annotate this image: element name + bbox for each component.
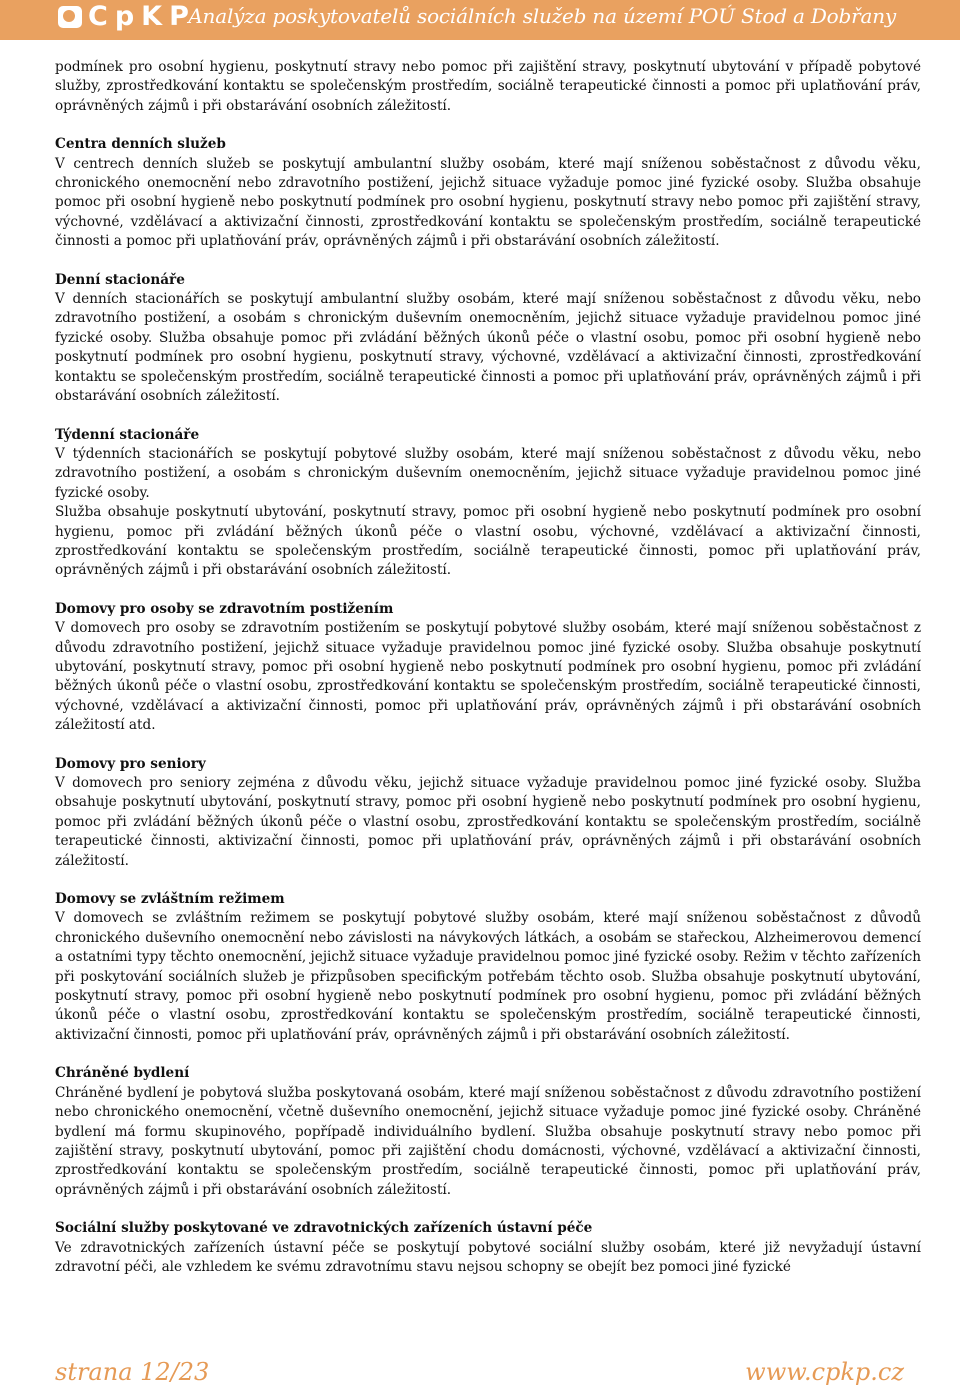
section-paragraph: V denních stacionářích se poskytují ambulantní služby osobám, které mají sníženou soběstačnost z důvodu věku, nebo zdravotního postižení, a osobám s chronickým duševním onemocněním, jejichž situace vyžaduje pravidelnou pomoc jiné fyzické osoby. Služba obsahuje pomoc při zvládání běžných úkonů péče o vlastní osobu, pomoc při osobní hygieně nebo poskytnutí podmínek pro osobní hygienu, poskytnutí stravy, výchovné, vzdělávací a aktivizační činnosti, zprostředkování kontaktu se společenským prostředím, sociálně terapeutické činnosti a pomoc při uplatňování práv, oprávněných zájmů i při obstarávání osobních záležitostí. bbox=[55, 291, 921, 405]
section-heading: Týdenní stacionáře bbox=[55, 426, 200, 443]
section-paragraph: Ve zdravotnických zařízeních ústavní péče se poskytují pobytové sociální služby osobám, které již nevyžadují ústavní zdravotní péči, ale vzhledem ke svému zdravotnímu stavu nejsou schopny se obejít bez pomoci jiné fyzické bbox=[55, 1239, 921, 1275]
page-header bbox=[0, 0, 960, 40]
website-link[interactable]: www.cpkp.cz bbox=[745, 1358, 904, 1386]
page-number: strana 12/23 bbox=[55, 1358, 210, 1386]
logo-icon bbox=[58, 6, 82, 28]
section-paragraph: Služba obsahuje poskytnutí ubytování, poskytnutí stravy, pomoc při osobní hygieně nebo poskytnutí podmínek pro osobní hygienu, pomoc při zvládání běžných úkonů péče o vlastní osobu, výchovné, vzdělávací a aktivizační činnosti, zprostředkování kontaktu se společenským prostředím, sociálně terapeutické činnosti, pomoc při uplatňování práv, oprávněných zájmů i při obstarávání osobních záležitostí. bbox=[55, 504, 921, 579]
section-domovy-zdravotni-postizeni bbox=[55, 600, 921, 736]
section-zdravotnicka-zarizeni bbox=[55, 1219, 921, 1277]
logo-text: CpKP bbox=[88, 1, 196, 32]
section-chranene-bydleni bbox=[55, 1064, 921, 1200]
section-denni-stacionare bbox=[55, 271, 921, 407]
section-centra-dennich-sluzeb bbox=[55, 135, 921, 251]
intro-paragraph: podmínek pro osobní hygienu, poskytnutí stravy nebo pomoc při zajištění stravy, poskytnutí ubytování v případě pobytové služby, zprostředkování kontaktu se společenským prostředím, sociálně terapeutické činnosti a pomoc při uplatňování práv, oprávněných zájmů i při obstarávání osobních záležitostí. bbox=[55, 59, 921, 114]
section-heading: Chráněné bydlení bbox=[55, 1065, 190, 1082]
section-domovy-zvlastni-rezim bbox=[55, 890, 921, 1045]
section-heading: Denní stacionáře bbox=[55, 271, 185, 288]
section-paragraph: V domovech se zvláštním režimem se poskytují pobytové služby osobám, které mají sníženou soběstačnost z důvodů chronického duševního onemocnění nebo závislosti na návykových látkách, a osobám se stařeckou, Alzheimerovou demencí a ostatními typy těchto onemocnění, jejichž situace vyžaduje pravidelnou pomoc jiné fyzické osoby. Režim v těchto zařízeních při poskytování sociálních služeb je přizpůsoben specifickým potřebám těchto osob. Služba obsahuje poskytnutí ubytování, poskytnutí stravy, pomoc při osobní hygieně nebo poskytnutí podmínek pro osobní hygienu, pomoc při zvládání běžných úkonů péče o vlastní osobu, zprostředkování kontaktu se společenským prostředím, sociálně terapeutické činnosti, aktivizační činnosti, pomoc při uplatňování práv, oprávněných zájmů i při obstarávání osobních záležitostí. bbox=[55, 910, 921, 1043]
section-heading: Domovy se zvláštním režimem bbox=[55, 891, 285, 908]
section-heading: Centra denních služeb bbox=[55, 136, 226, 153]
section-paragraph: V týdenních stacionářích se poskytují pobytové služby osobám, které mají sníženou soběstačnost z důvodu věku, nebo zdravotního postižení, a osobám s chronickým duševním onemocněním, jejichž situace vyžaduje pravidelnou pomoc jiné fyzické osoby. bbox=[55, 445, 921, 501]
section-domovy-pro-seniory bbox=[55, 755, 921, 871]
section-heading: Domovy pro seniory bbox=[55, 755, 206, 772]
section-heading: Sociální služby poskytované ve zdravotnických zařízeních ústavní péče bbox=[55, 1220, 593, 1237]
page-content bbox=[55, 58, 921, 1277]
section-paragraph: V centrech denních služeb se poskytují ambulantní služby osobám, které mají sníženou soběstačnost z důvodu věku, chronického onemocnění nebo zdravotního postižení, jejichž situace vyžaduje pomoc jiné fyzické osoby. Služba obsahuje pomoc při osobní hygieně nebo poskytnutí podmínek pro osobní hygienu, poskytnutí stravy nebo pomoc při zajištění stravy, výchovné, vzdělávací a aktivizační činnosti, zprostředkování kontaktu se společenským prostředím, sociálně terapeutické činnosti a pomoc při uplatňování práv, oprávněných zájmů i při obstarávání osobních záležitostí. bbox=[55, 155, 921, 250]
section-heading: Domovy pro osoby se zdravotním postižením bbox=[55, 600, 394, 617]
section-paragraph: V domovech pro seniory zejména z důvodu věku, jejichž situace vyžaduje pravidelnou pomoc jiné fyzické osoby. Služba obsahuje poskytnutí ubytování, poskytnutí stravy, pomoc při osobní hygieně nebo poskytnutí podmínek pro osobní hygienu, pomoc při zvládání běžných úkonů péče o vlastní osobu, zprostředkování kontaktu se společenským prostředím, sociálně terapeutické činnosti, aktivizační činnosti, pomoc při uplatňování práv, oprávněných zájmů i při obstarávání osobních záležitostí. bbox=[55, 775, 921, 869]
section-paragraph: V domovech pro osoby se zdravotním postižením se poskytují pobytové služby osobám, které mají sníženou soběstačnost z důvodu zdravotního postižení, jejichž situace vyžaduje pravidelnou pomoc jiné fyzické osoby. Služba obsahuje poskytnutí ubytování, poskytnutí stravy, pomoc při osobní hygieně nebo poskytnutí podmínek pro osobní hygienu, pomoc při zvládání běžných úkonů péče o vlastní osobu, zprostředkování kontaktu se společenským prostředím, sociálně terapeutické činnosti, výchovné, vzdělávací a aktivizační činnosti, pomoc při uplatňování práv, oprávněných zájmů i při obstarávání osobních záležitostí atd. bbox=[55, 620, 921, 734]
section-paragraph: Chráněné bydlení je pobytová služba poskytovaná osobám, které mají sníženou soběstačnost z důvodu zdravotního postižení nebo chronického onemocnění, včetně duševního onemocnění, jejichž situace vyžaduje pomoc jiné fyzické osoby. Chráněné bydlení má formu skupinového, popřípadě individuálního bydlení. Služba obsahuje poskytnutí stravy nebo pomoc při zajištění stravy, poskytnutí ubytování, pomoc při zajištění chodu domácnosti, výchovné, vzdělávací a aktivizační činnosti, zprostředkování kontaktu se společenským prostředím, sociálně terapeutické činnosti, pomoc při uplatňování práv, oprávněných zájmů i při obstarávání osobních záležitostí. bbox=[55, 1084, 921, 1198]
document-title: Analýza poskytovatelů sociálních služeb na území POÚ Stod a Dobřany bbox=[188, 4, 896, 28]
section-tydenni-stacionare bbox=[55, 426, 921, 581]
logo bbox=[58, 3, 196, 31]
